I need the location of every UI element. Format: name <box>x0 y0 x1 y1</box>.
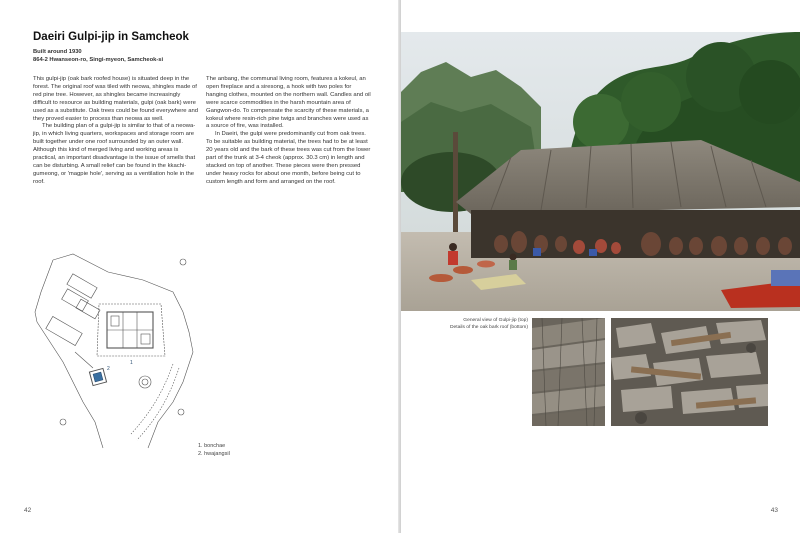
caption-line: Details of the oak bark roof (bottom) <box>449 324 528 330</box>
paragraph: The building plan of a gulpi-jip is similar to that of a neowa-jip, in which living quarters, workspaces and storage room are built together under one roof surrounded by an outer wall. Although this kind of merged living and working areas is practical, an important disadvantage is the issue of smells that can be disturbing. A small relief can be found in the kkachi-gumeong, or 'magpie hole', serving as a ventilation hole in the roof. <box>33 123 196 185</box>
house-general-view-photo <box>401 32 800 311</box>
oak-bark-detail-photo-2 <box>611 318 768 426</box>
page-title: Daeiri Gulpi-jip in Samcheok <box>33 31 189 43</box>
plan-legend <box>198 443 230 458</box>
bark-detail-svg-2 <box>611 318 768 426</box>
text-column-1 <box>33 76 199 187</box>
site-plan-drawing <box>33 252 203 452</box>
paragraph: In Daeiri, the gulpi were predominantly cut from oak trees. To be suitable as building material, the trees had to be at least 20 years old and the bark of these trees was cut from the lower part of the trunk at 3-4 cheok (approx. 30.3 cm) in length and stacked on top of another. These pieces were then pressed under heavy rocks for about one month, before being cut to custom length and form and arranged on the roof. <box>206 131 371 185</box>
page-number-right: 43 <box>770 507 778 514</box>
photo-caption <box>418 318 528 331</box>
page-number-left: 42 <box>24 507 32 514</box>
legend-item: 1. bonchae <box>198 443 226 449</box>
text-column-2 <box>206 76 372 187</box>
paragraph: This gulpi-jip (oak bark roofed house) is situated deep in the forest. The original roof was tiled with neowa, shingles made of red pine tree. However, as shingles became increasingly difficult to resource as building materials, gulpi (oak bark) were used as a substitute. Oak trees could be found everywhere and they proved easier to process than neowa as well. <box>33 76 199 122</box>
left-page <box>0 0 399 533</box>
caption-line: General view of Gulpi-jip (top) <box>463 318 528 323</box>
legend-item: 2. hwajangsil <box>198 450 230 457</box>
address: 864-2 Hwanseon-ro, Singi-myeon, Samcheok-si <box>33 57 164 63</box>
plan-label-2: 2 <box>107 366 110 372</box>
oak-bark-detail-photo-1 <box>532 318 605 426</box>
house-photo-svg <box>401 32 800 311</box>
plan-label-1: 1 <box>130 360 133 366</box>
bark-detail-svg-1 <box>532 318 605 426</box>
site-plan-svg <box>33 252 203 452</box>
paragraph: The anbang, the communal living room, features a kokeul, an open fireplace and a siresong, a hook with two poles for hanging clothes, mounted on the northern wall. Candles and oil were scarce commodities in the harsh mountain area of Gangwon-do. To compensate the scarcity of these materials, a kokeul where resin-rich pine twigs and branches were used as a source of fire, was installed. <box>206 76 371 130</box>
build-date: Built around 1930 <box>33 49 82 55</box>
right-page <box>401 0 800 533</box>
